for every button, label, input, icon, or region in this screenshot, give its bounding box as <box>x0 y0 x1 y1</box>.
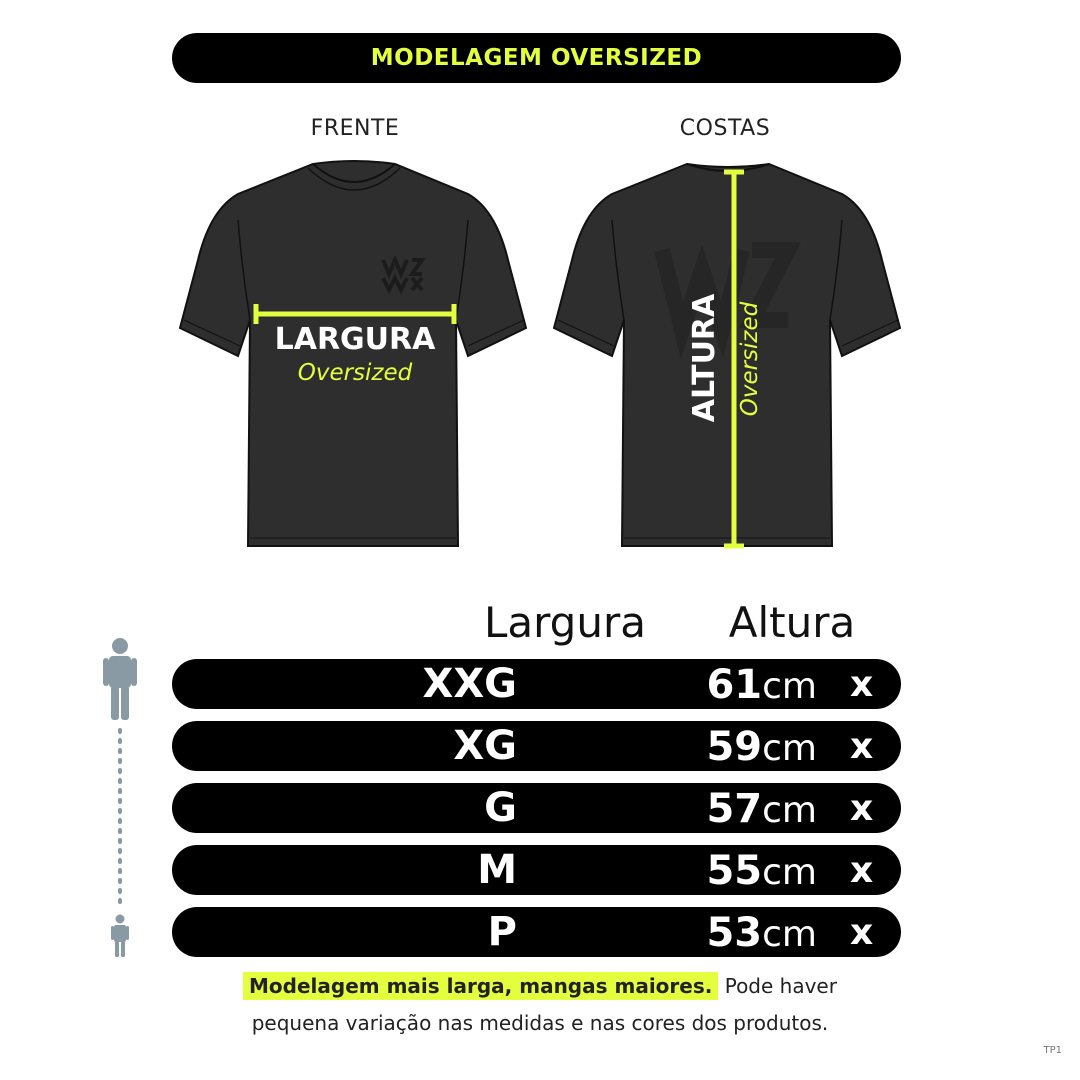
size-row-xg <box>172 721 1011 771</box>
person-small-icon <box>111 915 129 958</box>
back-label-main: ALTURA <box>687 293 722 423</box>
footer-line-1 <box>0 974 1080 998</box>
size-label: P <box>487 909 517 955</box>
times-sign: x <box>850 788 874 829</box>
height-value: 75cm <box>900 786 1011 832</box>
size-row-m <box>172 845 1011 895</box>
size-label: G <box>484 785 517 831</box>
front-label-sub: Oversized <box>297 360 413 386</box>
title-banner <box>172 33 901 83</box>
width-value: 59cm <box>706 724 817 770</box>
size-row-xxg <box>172 659 1011 709</box>
height-value: 79cm <box>900 662 1011 708</box>
size-row-g <box>172 783 1011 833</box>
height-value: 73cm <box>900 848 1011 894</box>
times-sign: x <box>850 912 874 953</box>
person-tall-icon <box>103 638 137 720</box>
size-scale <box>100 636 140 962</box>
footer-line1-rest: Pode haver <box>718 974 837 998</box>
column-header-height: Altura <box>728 598 856 647</box>
width-value: 55cm <box>706 848 817 894</box>
back-label-sub: Oversized <box>737 301 763 417</box>
back-shirt-illustration <box>552 160 904 552</box>
height-value: 71cm <box>900 910 1011 956</box>
size-row-p <box>172 907 1011 957</box>
size-label: M <box>477 847 517 893</box>
banner-title: MODELAGEM OVERSIZED <box>370 45 703 71</box>
size-label: XG <box>453 723 517 769</box>
footer-highlight: Modelagem mais larga, mangas maiores. <box>243 972 718 1000</box>
size-label: XXG <box>422 661 517 707</box>
times-sign: x <box>850 850 874 891</box>
width-value: 53cm <box>706 910 817 956</box>
footer-line-2: pequena variação nas medidas e nas cores dos produtos. <box>251 1011 829 1035</box>
times-sign: x <box>850 726 874 767</box>
front-label: FRENTE <box>310 116 400 141</box>
times-sign: x <box>850 664 874 705</box>
height-value: 77cm <box>900 724 1011 770</box>
width-value: 57cm <box>706 786 817 832</box>
column-header-width: Largura <box>484 598 646 647</box>
width-value: 61cm <box>706 662 817 708</box>
corner-tag: TP1 <box>1043 1045 1062 1056</box>
back-label: COSTAS <box>679 116 771 141</box>
front-label-main: LARGURA <box>274 322 436 357</box>
